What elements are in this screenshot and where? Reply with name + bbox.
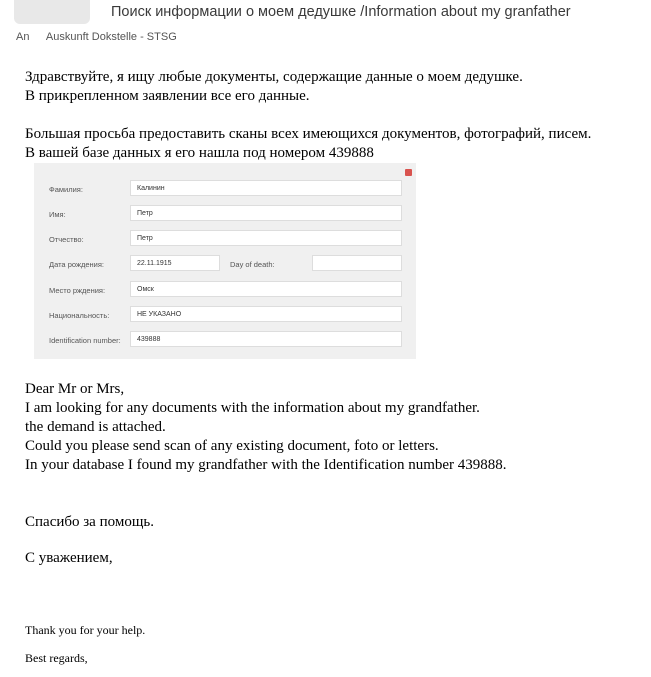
surname-value: Калинин [130,180,402,196]
ru-thanks: Спасибо за помощь. [25,514,154,530]
ru-line-2: В прикрепленном заявлении все его данные. [25,88,310,104]
ru-regards: С уважением, [25,550,113,566]
name-value: Петр [130,205,402,221]
attached-record-image [34,163,416,359]
close-icon [405,169,412,176]
en-line-3: the demand is attached. [25,419,166,435]
birth-value: 22.11.1915 [130,255,220,271]
email-body-english [25,380,645,475]
email-body [25,68,645,163]
recipient-row [16,31,177,43]
surname-label: Фамилия: [49,185,83,194]
en-line-4: Could you please send scan of any existing document, foto or letters. [25,438,439,454]
email-subject: Поиск информации о моем дедушке /Information about my granfather [111,4,571,20]
id-label: Identification number: [49,336,121,345]
id-value: 439888 [130,331,402,347]
signoff-en [25,622,645,666]
ru-line-4: В вашей базе данных я его нашла под номером 439888 [25,145,374,161]
place-label: Место рждения: [49,286,106,295]
birth-label: Дата рождения: [49,260,104,269]
name-label: Имя: [49,210,66,219]
death-label: Day of death: [230,260,275,269]
nationality-label: Национальность: [49,311,110,320]
sender-avatar [14,0,90,24]
recipient-name[interactable]: Auskunft Dokstelle - STSG [45,31,177,43]
to-label: An [16,31,30,43]
en-thanks: Thank you for your help. [25,623,146,637]
en-regards: Best regards, [25,651,88,665]
en-line-5: In your database I found my grandfather with the Identification number 439888. [25,457,507,473]
en-line-2: I am looking for any documents with the information about my grandfather. [25,400,480,416]
en-line-1: Dear Mr or Mrs, [25,381,125,397]
ru-greeting: Здравствуйте, я ищу любые документы, содержащие данные о моем дедушке. [25,69,523,85]
place-value: Омск [130,281,402,297]
patronymic-label: Отчество: [49,235,84,244]
ru-line-3: Большая просьба предоставить сканы всех имеющихся документов, фотографий, писем. [25,126,592,142]
death-value [312,255,402,271]
patronymic-value: Петр [130,230,402,246]
nationality-value: НЕ УКАЗАНО [130,306,402,322]
signoff-ru [25,513,645,568]
